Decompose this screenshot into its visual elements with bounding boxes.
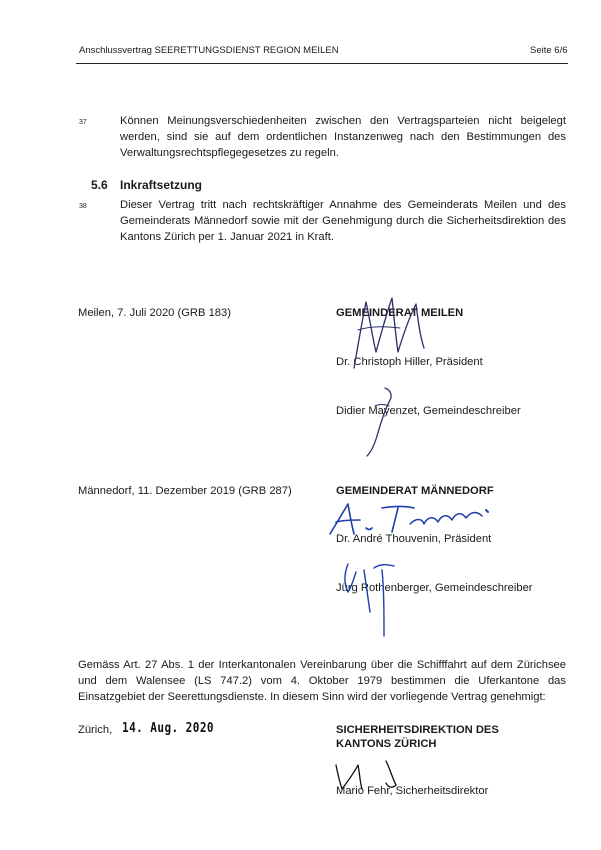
- signature-rothenberger: [334, 550, 414, 640]
- page-number: Seite 6/6: [530, 45, 568, 56]
- signatory-body-zuerich: SICHERHEITSDIREKTION DES: [336, 724, 499, 736]
- signatory-body-meilen: GEMEINDERAT MEILEN: [336, 307, 464, 319]
- header-divider: [76, 63, 568, 64]
- paragraph-number: 38: [79, 203, 87, 210]
- approval-text: Gemäss Art. 27 Abs. 1 der Interkantonalen Vereinbarung über die Schifffahrt auf dem Zürichsee und dem Walensee (LS 747.2) vom 4. Oktober 1979 bestimmen die Uferkantone das Einsatzgebiet der Seerettungsdienste. In diesem Sinn wird der vorliegende Vertrag genehmigt:: [78, 659, 566, 703]
- signature-mayenzet: [355, 380, 405, 460]
- place-date-meilen: Meilen, 7. Juli 2020 (GRB 183): [78, 307, 231, 319]
- signatory-body-zuerich: KANTONS ZÜRICH: [336, 738, 437, 750]
- signatory-name: Didier Mayenzet, Gemeindeschreiber: [336, 405, 521, 417]
- signatory-name: Dr. André Thouvenin, Präsident: [336, 533, 492, 545]
- place-date-maennedorf: Männedorf, 11. Dezember 2019 (GRB 287): [78, 485, 292, 497]
- clause-text: Dieser Vertrag tritt nach rechtskräftiger Annahme des Gemeinderats Meilen und des Gemeinderats Männedorf sowie mit der Genehmigung durch die Sicherheitsdirektion des Kantons Zürich per 1. Januar 2021 in Kraft.: [120, 199, 566, 243]
- signatory-name: Jürg Rothenberger, Gemeindeschreiber: [336, 582, 533, 594]
- paragraph-number: 37: [79, 119, 87, 126]
- signatory-body-maennedorf: GEMEINDERAT MÄNNEDORF: [336, 485, 494, 497]
- signature-fehr: [330, 745, 410, 795]
- signature-hiller: [340, 290, 430, 380]
- section-title: Inkraftsetzung: [120, 178, 203, 192]
- clause-text: Können Meinungsverschiedenheiten zwischen den Vertragsparteien nicht beigelegt werden, sind sie auf dem ordentlichen Instanzenweg nach den Bestimmungen des Verwaltungsrechtspflegegesetzes zu regeln.: [120, 115, 566, 159]
- signatory-name: Dr. Christoph Hiller, Präsident: [336, 356, 483, 368]
- signatory-name: Mario Fehr, Sicherheitsdirektor: [336, 785, 489, 797]
- signature-thouvenin: [322, 498, 497, 543]
- document-header-title: Anschlussvertrag SEERETTUNGSDIENST REGION MEILEN: [79, 45, 339, 56]
- section-number: 5.6: [91, 178, 108, 192]
- date-stamp: 14. Aug. 2020: [122, 720, 214, 736]
- place-zuerich: Zürich,: [78, 724, 113, 736]
